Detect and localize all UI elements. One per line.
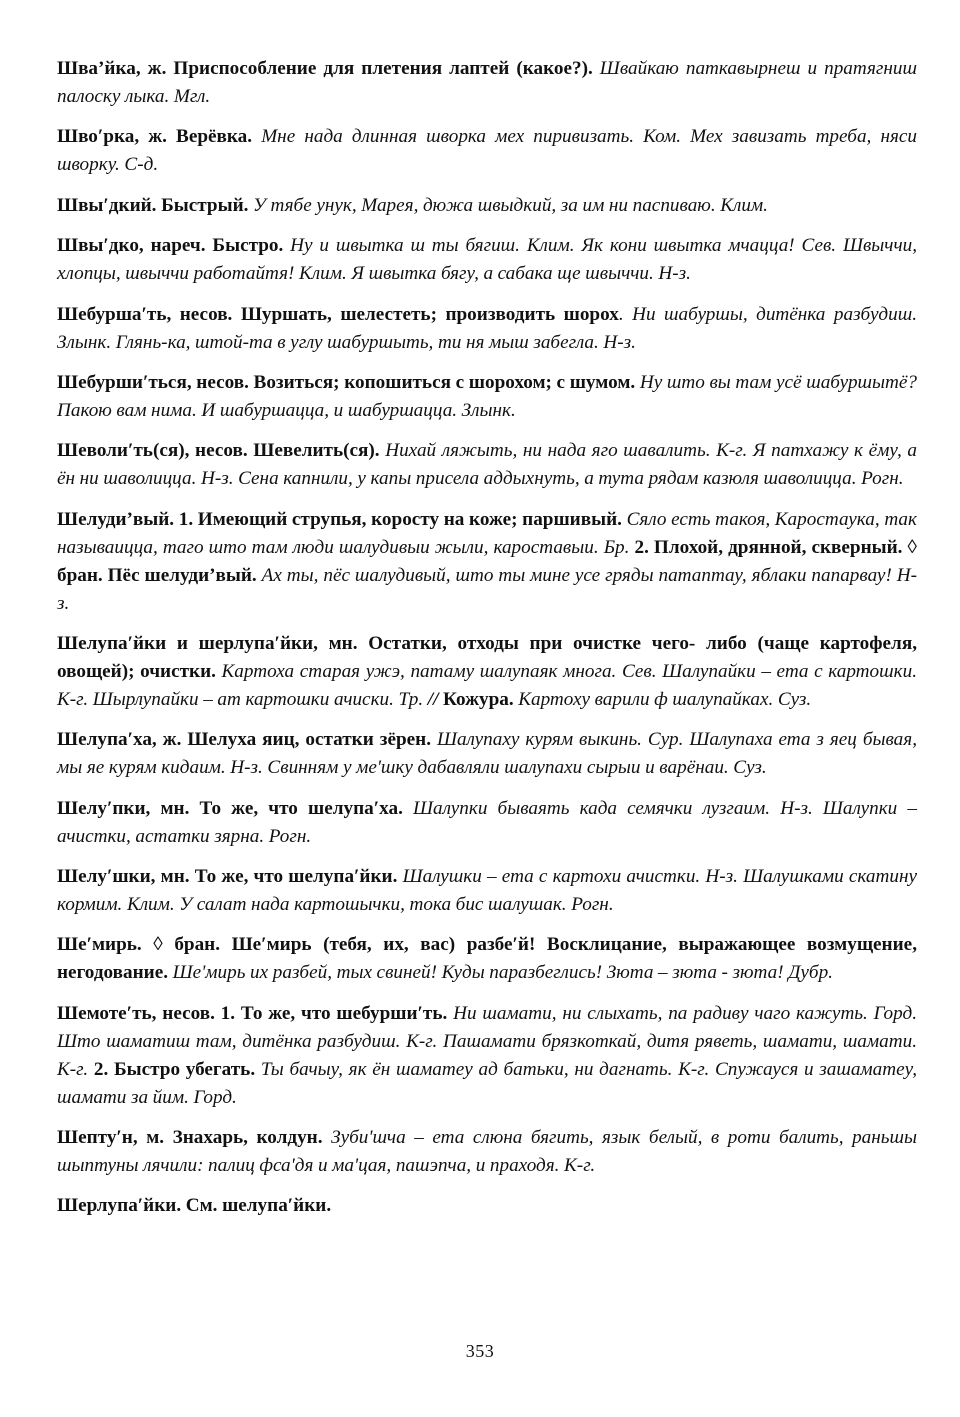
entry-example: Ну и швытка ш ты бягиш. Клим. Як кони швытка мчацца! Сев. Швыччи, хлопцы, швыччи работайтя! Клим. Я швытка бягу, а сабака ще швыччи. Н-з. <box>57 235 917 285</box>
entry-definition: Шеʹмирь. ◊ бран. Шеʹмирь (тебя, их, вас) разбеʹй! Восклицание, выражающее возмущение, негодование. <box>57 934 917 984</box>
entry-definition: Швыʹдкий. Быстрый. <box>57 194 249 216</box>
dictionary-entry <box>57 630 917 714</box>
entry-definition: Шеволиʹть(ся), несов. Шевелить(ся). <box>57 440 380 462</box>
entry-definition: // <box>427 688 443 710</box>
entry-definition: Шелуди’вый. 1. Имеющий струпья, коросту на коже; паршивый. <box>57 508 622 530</box>
entry-definition: Шерлупаʹйки. См. шелупаʹйки. <box>57 1195 332 1217</box>
dictionary-entry <box>57 301 917 357</box>
dictionary-entry <box>57 192 917 220</box>
entry-example: . Ни шабуршы, дитёнка разбудиш. Злынк. Глянь-ка, штой-та в углу шабуршыть, ти ня мыш забегла. Н-з. <box>57 303 917 353</box>
dictionary-entry <box>57 123 917 179</box>
entry-definition: Шва’йка, ж. Приспособление для плетения лаптей (какое?). <box>57 58 593 79</box>
dictionary-entry <box>57 931 917 987</box>
dictionary-entry <box>57 1124 917 1180</box>
entry-example: Картоха старая ужэ, патаму шалупаяк многа. Сев. Шалупайки – ета с картошки. К-г. Шырлупайки – ат картошки ачиски. Тр. <box>57 660 917 710</box>
entry-definition: Швоʹрка, ж. Верёвка. <box>57 126 253 148</box>
entry-example: Зубиʹшча – ета слюна бягить, язык белый, в роти балить, раньшы шыптуны лячили: палиц фсаʹдя и маʹцая, пашэпча, и прaходя. К-г. <box>57 1127 918 1176</box>
dictionary-entry <box>57 369 917 425</box>
entry-definition: Шелуʹшки, мн. То же, что шелупаʹйки. <box>57 866 398 887</box>
entry-definition: 2. Быстро убегать. <box>93 1058 256 1080</box>
entry-definition: Швыʹдко, нареч. Быстро. <box>57 235 284 257</box>
entry-example: Картоху варили ф шалупайках. Суз. <box>513 688 812 710</box>
entry-definition: Шебуршаʹть, несов. Шуршать, шелестеть; производить шорох <box>57 303 619 325</box>
entry-example: Шалупки бываять када семячки лузгаим. Н-з. Шалупки – ачистки, астатки зярна. Рогн. <box>57 797 918 847</box>
dictionary-entry <box>57 1000 917 1112</box>
entry-example: Шалушки – ета с картохи ачистки. Н-з. Шалушками скатину кормим. Клим. У салат нада картошычки, тока бис шалушак. Рогн. <box>57 866 917 915</box>
dictionary-entry <box>57 795 917 851</box>
entry-example: У тябе унук, Марея, дюжа швыдкий, за им ни паспиваю. Клим. <box>248 194 768 216</box>
dictionary-entry <box>57 726 917 782</box>
dictionary-entry <box>57 506 917 618</box>
entry-example: Ну што вы там усё шабуршытё? Пакою вам нима. И шабуршацца, и шабуршацца. Злынк. <box>57 371 917 421</box>
entry-definition: Шелупаʹйки и шерлупаʹйки, мн. Остатки, отходы при очистке чего- либо (чаще картофеля, овощей); очистки. <box>57 632 917 682</box>
entry-example: Ни шамати, ни слыхать, па радиву чаго кажуть. Горд. Што шаматиш там, дитёнка разбудиш. К-г. Пашамати брязкоткай, дитя ряветь, шамати, шамати. К-г. <box>57 1002 917 1080</box>
entry-example: Сяло есть такоя, Каростаука, так называицца, таго што там люди шалудивыи жыли, кароставыи. Бр. <box>57 508 917 558</box>
entry-definition: 2. Плохой, дрянной, скверный. ◊ бран. Пёс шелуди’вый. <box>57 536 917 586</box>
entry-example: Швайкаю паткавырнеш и пратягниш палоску лыка. Мгл. <box>57 58 917 107</box>
page-number: 353 <box>465 1341 495 1361</box>
entry-definition: Шемотеʹть, несов. 1. То же, что шебуршиʹть. <box>57 1002 448 1024</box>
entries-container <box>57 55 917 1220</box>
entry-example: Нихай ляжыть, ни нада яго шавалить. К-г. Я патхажу к ёму, а ён ни шаволицца. Н-з. Сена капнили, у капы присела аддыхнуть, а тута рядам казюля шаволицца. Рогн. <box>57 440 917 490</box>
dictionary-entry <box>57 55 917 111</box>
dictionary-entry <box>57 1192 917 1220</box>
entry-definition: Кожура. <box>443 688 514 710</box>
entry-example: Шалупаху курям выкинь. Сур. Шалупаха ета з яец бывая, мы яе курям кидаим. Н-з. Свинням у меʹшку дабавляли шалупахи сырыи и варёнаи. Суз. <box>57 729 917 779</box>
dictionary-entry <box>57 232 917 288</box>
entry-example: Ах ты, пёс шалудивый, што ты мине усе гряды патаптау, яблаки папарвау! Н-з. <box>57 564 917 614</box>
entry-definition: Шептуʹн, м. Знахарь, колдун. <box>57 1127 323 1148</box>
entry-example: Шеʹмирь их разбей, тых свиней! Куды паразбеглись! Зюта – зюта - зюта! Дубр. <box>168 962 833 984</box>
dictionary-entry <box>57 863 917 919</box>
entry-example: Мне нада длинная шворка мех пиривизать. Ком. Мех завизать треба, няси шворку. С-д. <box>57 126 917 176</box>
entry-example: Ты бачыу, як ён шаматеу ад батьки, ни дагнать. К-г. Спужауся и зашаматеу, шамати за йим. Горд. <box>57 1058 917 1108</box>
dictionary-entry <box>57 437 917 493</box>
entry-definition: Шебуршиʹться, несов. Возиться; копошиться с шорохом; с шумом. <box>57 371 636 393</box>
entry-definition: Шелуʹпки, мн. То же, что шелупаʹха. <box>57 797 403 819</box>
entry-definition: Шелупаʹха, ж. Шелуха яиц, остатки зёрен. <box>57 729 431 751</box>
